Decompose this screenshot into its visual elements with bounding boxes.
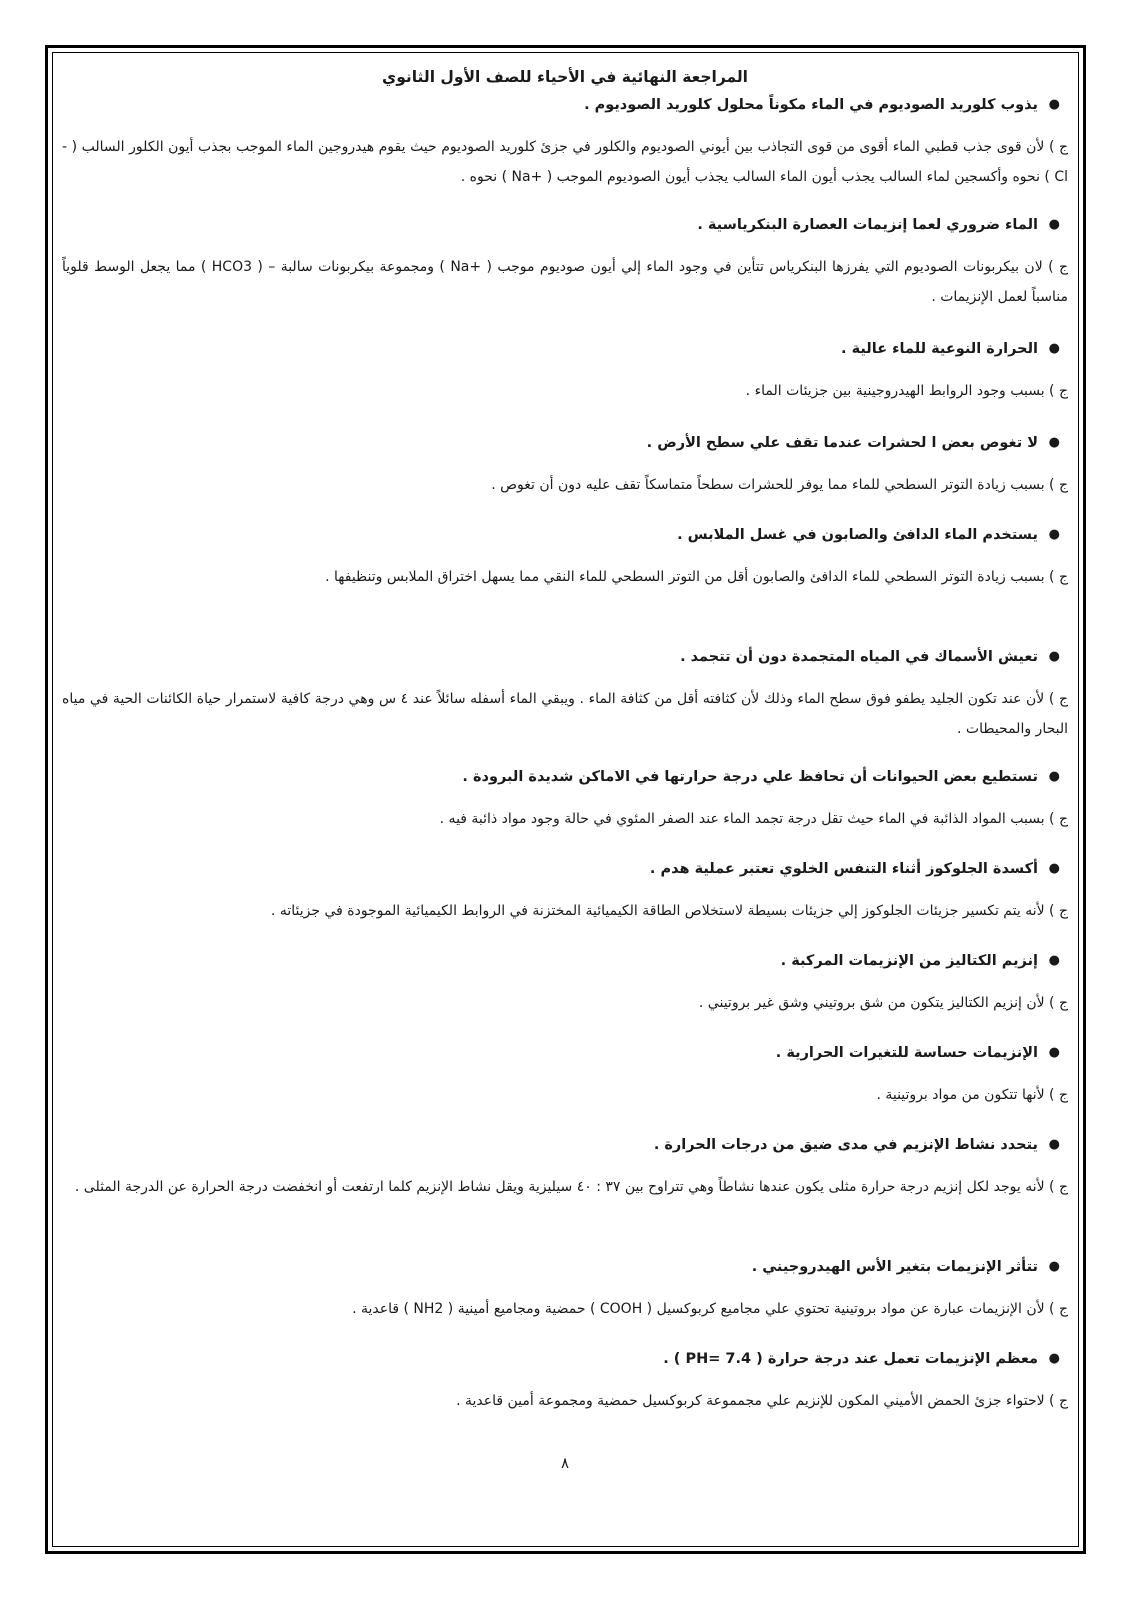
bullet-icon: ● <box>1048 1259 1060 1274</box>
bullet-icon: ● <box>1048 97 1060 112</box>
question <box>62 524 1068 546</box>
bullet-icon: ● <box>1048 435 1060 450</box>
question-text: تتأثر الإنزيمات بتغير الأس الهيدروجيني . <box>751 1259 1038 1275</box>
qa-item <box>62 858 1068 926</box>
answer-text: ج ) لأنها تتكون من مواد بروتينية . <box>876 1087 1068 1103</box>
question-text: تعيش الأسماك في المياه المتجمدة دون أن تتجمد . <box>680 649 1038 665</box>
answer-text: ج ) بسبب زيادة التوتر السطحي للماء مما يوفر للحشرات سطحاً متماسكاً تقف عليه دون أن تغوص . <box>491 477 1068 493</box>
qa-item <box>62 1042 1068 1110</box>
question-text: الإنزيمات حساسة للتغيرات الحرارية . <box>775 1045 1038 1061</box>
question-text: الحرارة النوعية للماء عالية . <box>841 341 1038 357</box>
qa-item <box>62 1134 1068 1202</box>
qa-item <box>62 950 1068 1018</box>
question-text: يتحدد نشاط الإنزيم في مدى ضيق من درجات الحرارة . <box>653 1137 1038 1153</box>
question <box>62 338 1068 360</box>
answer-text: ج ) لاحتواء جزئ الحمض الأميني المكون للإنزيم علي مجمموعة كربوكسيل حمضية ومجموعة أمين قاعدية . <box>456 1393 1068 1409</box>
question <box>62 950 1068 972</box>
answer-text: ج ) بسبب المواد الذائبة في الماء حيث تقل درجة تجمد الماء عند الصفر المئوي في حالة وجود مواد ذائبة فيه . <box>439 811 1068 827</box>
answer-text: ج ) لان بيكربونات الصوديوم التي يفرزها البنكرياس تتأين في وجود الماء إلي أيون صوديوم موجب ( +Na ) ومجموعة بيكربونات سالبة – ( HCO3 ) مما يجعل الوسط قلوياً مناسباً لعمل الإنزيمات . <box>62 259 1068 305</box>
question <box>62 432 1068 454</box>
bullet-icon: ● <box>1048 1045 1060 1060</box>
bullet-icon: ● <box>1048 861 1060 876</box>
question <box>62 1348 1068 1370</box>
question-text: يستخدم الماء الدافئ والصابون في غسل الملابس . <box>677 527 1038 543</box>
question-text: يذوب كلوريد الصوديوم في الماء مكوناً محلول كلوريد الصوديوم . <box>584 97 1038 113</box>
question <box>62 766 1068 788</box>
qa-item <box>62 646 1068 744</box>
qa-item <box>62 432 1068 500</box>
answer-text: ج ) لأنه يوجد لكل إنزيم درجة حرارة مثلى يكون عندها نشاطاً وهي تتراوح بين ٣٧ : ٤٠ سيليزية ويقل نشاط الإنزيم كلما ارتفعت أو انخفضت درجة الحرارة عن الدرجة المثلى . <box>74 1179 1068 1195</box>
question-text: لا تغوص بعض ا لحشرات عندما تقف علي سطح الأرض . <box>646 435 1038 451</box>
page-title: المراجعة النهائية في الأحياء للصف الأول الثانوي <box>381 68 748 86</box>
answer-text: ج ) لأن قوى جذب قطبي الماء أقوى من قوى التجاذب بين أيوني الصوديوم والكلور في جزئ كلوريد الصوديوم حيث يقوم هيدروجين الماء الموجب بجذب أيون الكلور السالب ( -Cl ) نحوه وأكسجين لماء السالب يجذب أيون الماء السالب يجذب أيون الصوديوم الموجب ( +Na ) نحوه . <box>62 139 1068 185</box>
qa-item <box>62 214 1068 312</box>
bullet-icon: ● <box>1048 953 1060 968</box>
answer-text: ج ) لأنه يتم تكسير جزيئات الجلوكوز إلي جزيئات بسيطة لاستخلاص الطاقة الكيميائية المختزنة في الروابط الكيميائية الموجودة في جزيئاته . <box>270 903 1068 919</box>
qa-item <box>62 338 1068 406</box>
question-text: تستطيع بعض الحيوانات أن تحافظ علي درجة حرارتها في الاماكن شديدة البرودة . <box>462 769 1038 785</box>
answer-text: ج ) لأن عند تكون الجليد يطفو فوق سطح الماء وذلك لأن كثافته أقل من كثافة الماء . ويبقي الماء أسفله سائلاً عند ٤ س وهي درجة كافية لاستمرار حياة الكائنات الحية في مياه البحار والمحيطات . <box>62 691 1068 737</box>
question <box>62 1256 1068 1278</box>
question-text: أكسدة الجلوكوز أثناء التنفس الخلوي تعتبر عملية هدم . <box>649 861 1038 877</box>
question <box>62 214 1068 236</box>
question-text: الماء ضروري لعما إنزيمات العصارة البنكرياسية . <box>697 217 1038 233</box>
answer-text: ج ) لأن الإنزيمات عبارة عن مواد بروتينية تحتوي علي مجاميع كربوكسيل ( COOH ) حمضية ومجاميع أمينية ( NH2 ) قاعدية . <box>352 1301 1068 1317</box>
answer-text: ج ) لأن إنزيم الكتاليز يتكون من شق بروتيني وشق غير بروتيني . <box>698 995 1068 1011</box>
bullet-icon: ● <box>1048 649 1060 664</box>
answer-text: ج ) بسبب وجود الروابط الهيدروجينية بين جزيئات الماء . <box>745 383 1068 399</box>
qa-item <box>62 524 1068 592</box>
bullet-icon: ● <box>1048 1137 1060 1152</box>
qa-item <box>62 1348 1068 1416</box>
bullet-icon: ● <box>1048 1351 1060 1366</box>
question-text: معظم الإنزيمات تعمل عند درجة حرارة ( PH= 7.4 ) . <box>663 1351 1038 1367</box>
question <box>62 646 1068 668</box>
bullet-icon: ● <box>1048 217 1060 232</box>
document-page <box>62 62 1068 1537</box>
question <box>62 1042 1068 1064</box>
bullet-icon: ● <box>1048 769 1060 784</box>
question <box>62 94 1068 116</box>
qa-item <box>62 94 1068 192</box>
qa-item <box>62 766 1068 834</box>
question <box>62 858 1068 880</box>
page-number: ٨ <box>560 1454 570 1472</box>
qa-item <box>62 1256 1068 1324</box>
bullet-icon: ● <box>1048 527 1060 542</box>
question-text: إنزيم الكتاليز من الإنزيمات المركبة . <box>780 953 1038 969</box>
answer-text: ج ) بسبب زيادة التوتر السطحي للماء الدافئ والصابون أقل من التوتر السطحي للماء النقي مما يسهل اختراق الملابس وتنظيفها . <box>325 569 1068 585</box>
question <box>62 1134 1068 1156</box>
bullet-icon: ● <box>1048 341 1060 356</box>
